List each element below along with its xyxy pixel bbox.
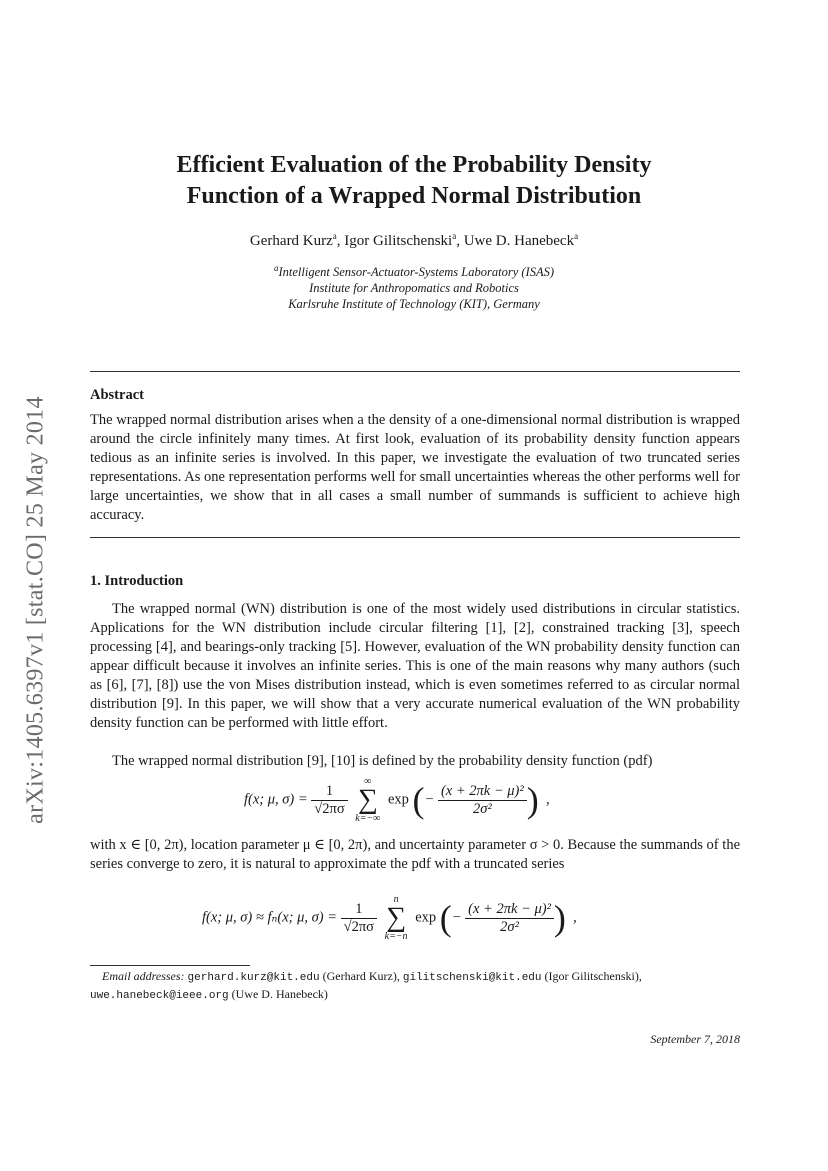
eq1-den: 2σ² <box>472 800 492 817</box>
eq1-coef-den: √2πσ <box>314 800 345 817</box>
eq2-sum-upper: n <box>393 894 399 905</box>
intro-paragraph-2: The wrapped normal distribution [9], [10] is defined by the probability density function (pdf) <box>112 753 653 769</box>
right-paren-icon: ) <box>526 780 539 820</box>
title-line-1: Efficient Evaluation of the Probability Density <box>176 152 652 178</box>
email-link-hanebeck[interactable]: uwe.hanebeck@ieee.org <box>90 990 229 1002</box>
affiliation-block <box>90 264 738 312</box>
sigma-summation-icon: ∑ <box>386 902 407 933</box>
author-3: Uwe D. Hanebeck <box>463 233 575 249</box>
abstract-bottom-rule <box>90 537 740 538</box>
section-heading-introduction: 1. Introduction <box>90 573 184 589</box>
affiliation-line-2: Institute for Anthropomatics and Robotics <box>309 281 519 295</box>
equation-wrapped-normal-pdf <box>244 776 550 824</box>
eq2-neg: − <box>451 909 462 926</box>
eq2-coef-den: √2πσ <box>343 918 374 935</box>
left-paren-icon: ( <box>439 898 452 938</box>
abstract-text: The wrapped normal distribution arises when a the density of a one-dimensional normal distribution is wrapped around the circle infinitely many times. At first look, evaluation of its probability density function appears tedious as an infinite series is involved. In this paper, we investigate the evaluation of two truncated series representations. As one representation performs well for small uncertainties whereas the other performs well for large uncertainties, we show that in all cases a small number of summands is sufficient to achieve high accuracy. <box>90 412 740 523</box>
eq1-num: (x + 2πk − μ)² <box>438 783 527 801</box>
author-1: Gerhard Kurz <box>249 233 333 249</box>
preprint-date: September 7, 2018 <box>650 1032 740 1046</box>
eq2-tail: , <box>573 909 577 926</box>
eq2-coefficient <box>341 901 377 936</box>
email-link-gilitschenski[interactable]: gilitschenski@kit.edu <box>402 972 542 984</box>
eq1-neg: − <box>424 791 435 808</box>
title-line-2: Function of a Wrapped Normal Distribution <box>186 183 642 209</box>
affiliation-mark: a <box>274 262 279 273</box>
eq2-den: 2σ² <box>500 918 519 935</box>
eq2-summation <box>385 894 408 942</box>
eq2-lhs: f(x; μ, σ) ≈ fₙ(x; μ, σ) = <box>202 909 338 926</box>
eq1-tail: , <box>545 791 550 808</box>
left-paren-icon: ( <box>412 780 425 820</box>
footnote-name-3: (Uwe D. Hanebeck) <box>231 987 328 1001</box>
paper-title <box>90 150 738 212</box>
eq1-coefficient <box>311 783 347 818</box>
eq1-exponent-fraction <box>438 783 527 818</box>
arxiv-sidebar-stamp <box>12 360 60 860</box>
equation-truncated-series <box>202 894 577 942</box>
eq2-num: (x + 2πk − μ)² <box>465 901 554 919</box>
eq2-sum-lower: k=−n <box>384 931 408 942</box>
eq1-lhs: f(x; μ, σ) = <box>244 791 308 808</box>
eq1-exp: exp <box>387 791 409 808</box>
intro-paragraph-3: with x ∈ [0, 2π), location parameter μ ∈ [0, 2π), and uncertainty parameter σ > 0. Because the summands of the series converge to zero, it is natural to approximate the pdf with a truncated series <box>90 837 740 872</box>
affiliation-line-3: Karlsruhe Institute of Technology (KIT), Germany <box>288 297 540 311</box>
footnote-rule <box>90 965 250 966</box>
footnote-emails <box>90 968 740 1004</box>
eq1-summation <box>355 776 380 824</box>
author-3-mark: a <box>574 231 579 241</box>
footnote-name-1: (Gerhard Kurz), <box>322 969 400 983</box>
eq1-coef-num: 1 <box>311 783 347 801</box>
eq1-sum-lower: k=−∞ <box>355 813 381 824</box>
footnote-name-2: (Igor Gilitschenski), <box>544 969 642 983</box>
eq2-coef-num: 1 <box>341 901 377 919</box>
sigma-summation-icon: ∑ <box>357 784 378 815</box>
arxiv-id-text: arXiv:1405.6397v1 [stat.CO] 25 May 2014 <box>22 396 49 824</box>
email-link-kurz[interactable]: gerhard.kurz@kit.edu <box>187 972 320 984</box>
eq1-sum-upper: ∞ <box>364 776 372 787</box>
footnote-label: Email addresses: <box>102 969 185 983</box>
eq2-exp: exp <box>415 909 437 926</box>
intro-paragraph-1: The wrapped normal (WN) distribution is one of the most widely used distributions in circular statistics. Applications for the WN distribution include circular filtering [1], [2], constrained tracking [3], speech processing [4], and bearings-only tracking [5]. However, evaluation of the WN probability density function can appear difficult because it involves an infinite series. This is one of the main reasons why many authors (such as [6], [7], [8]) use the von Mises distribution instead, which is even sometimes referred to as circular normal distribution [9]. In this paper, we will show that a very accurate numerical evaluation of the WN probability density function can be performed with little effort. <box>90 601 740 731</box>
abstract-top-rule <box>90 371 740 372</box>
author-list: Gerhard Kurz$^a$, Igor Gilitschenski$^a$, Uwe D. Hanebeck$^a$ <box>249 231 579 249</box>
author-1-mark: a <box>332 231 337 241</box>
affiliation-line-1: Intelligent Sensor-Actuator-Systems Laboratory (ISAS) <box>278 265 554 279</box>
abstract-heading: Abstract <box>90 387 144 403</box>
author-2-mark: a <box>452 231 457 241</box>
right-paren-icon: ) <box>553 898 566 938</box>
eq2-exponent-fraction <box>465 901 554 936</box>
author-2: Igor Gilitschenski <box>344 233 453 249</box>
